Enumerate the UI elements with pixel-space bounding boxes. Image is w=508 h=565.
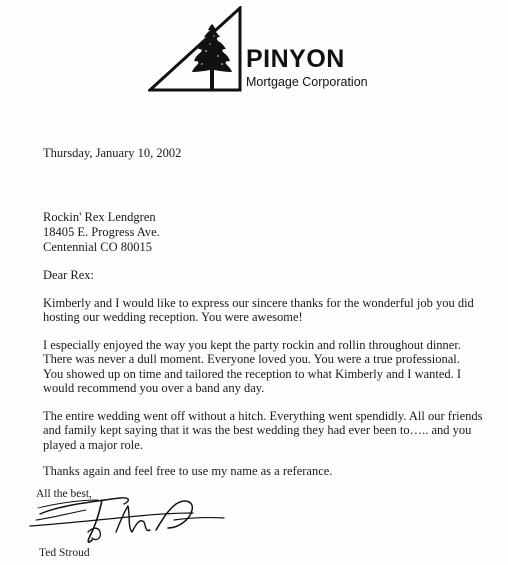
recipient-street: 18405 E. Progress Ave. bbox=[43, 225, 160, 239]
letter-date: Thursday, January 10, 2002 bbox=[43, 146, 182, 160]
signer-name: Ted Stroud bbox=[39, 547, 90, 559]
pine-tree-triangle-icon bbox=[148, 6, 248, 96]
body-paragraph-4: Thanks again and feel free to use my name as a referance. bbox=[43, 464, 333, 478]
body-paragraph-3: The entire wedding went off without a hitch. Everything went spendidly. All our friends and family kept saying that it was the best wedding they had ever been to….. and you played a major role. bbox=[43, 409, 483, 452]
body-paragraph-1: Kimberly and I would like to express our sincere thanks for the wonderful job you did hosting our wedding reception. You were awesome! bbox=[43, 296, 474, 325]
closing: All the best, bbox=[36, 488, 92, 500]
salutation: Dear Rex: bbox=[43, 268, 95, 282]
brand-name: PINYON bbox=[246, 45, 345, 73]
handwritten-signature-icon bbox=[28, 488, 228, 550]
recipient-name: Rockin' Rex Lendgren bbox=[43, 210, 156, 224]
brand-subtitle: Mortgage Corporation bbox=[246, 75, 368, 89]
body-paragraph-2: I especially enjoyed the way you kept the party rockin and rollin throughout dinner. There was never a dull moment. Everyone loved you. You were a true professional. You showed up on time and tailored the reception to what Kimberly and I wanted. I would recommend you over a band any day. bbox=[43, 338, 462, 396]
recipient-city: Centennial CO 80015 bbox=[43, 240, 153, 254]
